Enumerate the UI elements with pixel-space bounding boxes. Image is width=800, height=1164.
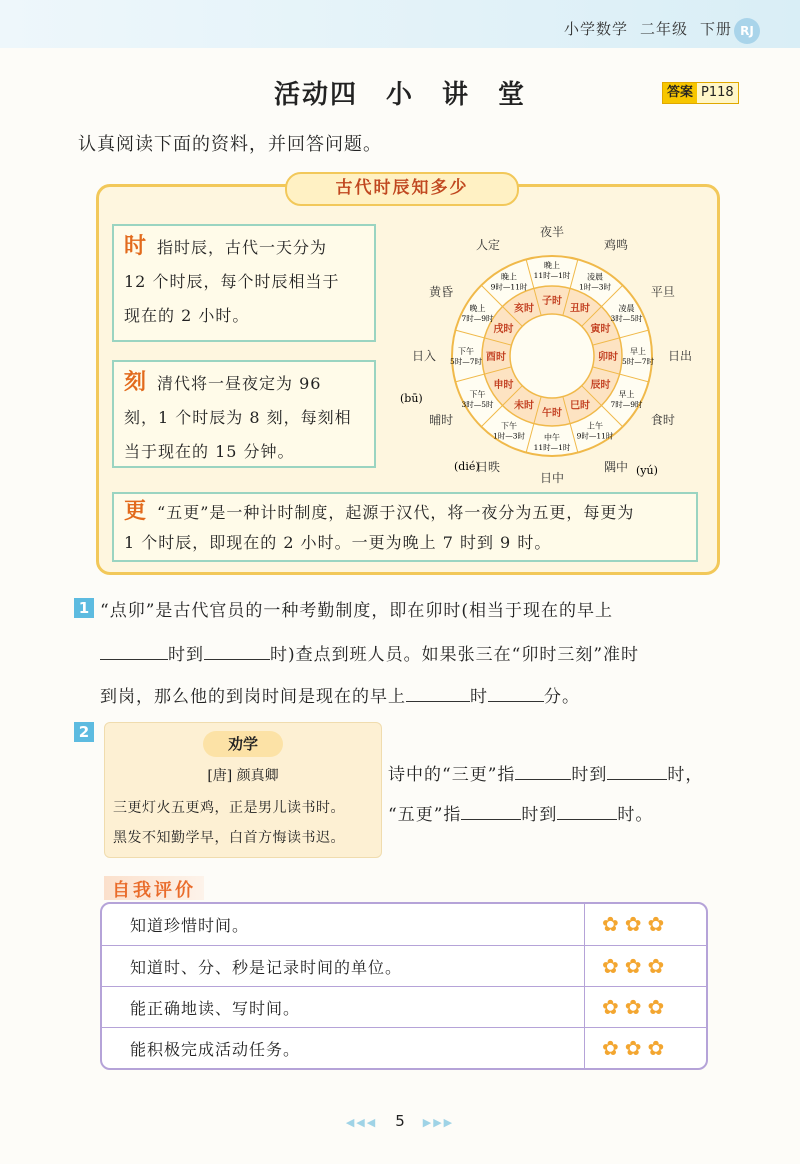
clock-time-name: 平旦 (650, 285, 675, 299)
clock-outer-time: 5时—7时 (449, 357, 483, 366)
clock-outer-time: 1时—3时 (578, 282, 612, 292)
poem-author: [唐] 颜真卿 (207, 768, 279, 784)
header-subject: 小学数学 (563, 20, 628, 38)
geng-text-1: “五更”是一种计时制度，起源于汉代，将一夜分为五更，每更为 (157, 503, 635, 522)
clock-outer-time: 1时—3时 (492, 431, 526, 441)
clock-center (510, 314, 594, 398)
clock-inner-label: 戌时 (493, 324, 514, 335)
clock-time-name: 人定 (475, 238, 501, 253)
evaluation-item: 知道时、分、秒是记录时间的单位。 (130, 958, 403, 977)
evaluation-item: 知道珍惜时间。 (130, 916, 250, 935)
clock-outer-label: 凌晨 (618, 304, 635, 313)
instruction: 认真阅读下面的资料，并回答问题。 (78, 134, 382, 155)
question-1-line-2 (100, 640, 639, 665)
answer-blank-5[interactable] (515, 761, 571, 780)
q1-text-d: 时 (470, 687, 488, 707)
clock-time-name: 鸡鸣 (603, 238, 629, 253)
clock-time-name: 夜半 (539, 225, 565, 239)
evaluation-table (100, 902, 708, 1070)
clock-outer-time: 9时—11时 (490, 282, 528, 292)
ke-text-3: 当于现在的 15 分钟。 (124, 442, 295, 461)
ke-text-2: 刻，1 个时辰为 8 刻，每刻相 (124, 408, 352, 427)
clock-outer-label: 早上 (618, 390, 635, 399)
table-divider (584, 904, 585, 1068)
question-2-number: 2 (74, 722, 94, 742)
question-1-line-1: “点卯”是古代官员的一种考勤制度，即在卯时(相当于现在的早上 (100, 601, 614, 621)
shi-char: 时 (124, 234, 148, 259)
clock-outer-time: 11时—1时 (533, 271, 571, 280)
evaluation-item: 能积极完成活动任务。 (130, 1040, 301, 1059)
flower-rating-icons[interactable]: ✿✿✿ (602, 954, 671, 978)
evaluation-row (102, 986, 706, 1027)
answer-blank-3[interactable] (406, 683, 470, 702)
q2-text-a: 诗中的“三更”指 (388, 765, 516, 785)
clock-inner-label: 未时 (514, 400, 534, 412)
clock-outer-label: 中午 (544, 433, 560, 442)
shi-text-1: 指时辰，古代一天分为 (157, 238, 328, 257)
clock-outer-time: 7时—9时 (461, 314, 494, 323)
clock-outer-time: 11时—1时 (533, 443, 571, 452)
shi-text-2: 12 个时辰，每个时辰相当于 (124, 272, 340, 291)
clock-time-name: 日中 (539, 471, 565, 485)
q1-text-b: 时)查点到班人员。如果张三在“卯时三刻”准时 (270, 645, 640, 665)
q1-text-c: 到岗，那么他的到岗时间是现在的早上 (100, 687, 406, 707)
clock-outer-label: 下午 (501, 421, 517, 431)
ke-text-1: 清代将一昼夜定为 96 (157, 374, 322, 393)
flower-rating-icons[interactable]: ✿✿✿ (602, 912, 671, 936)
evaluation-row (102, 945, 706, 986)
clock-outer-label: 下午 (458, 347, 474, 356)
answer-reference[interactable] (662, 82, 739, 104)
clock-outer-label: 上午 (587, 421, 603, 431)
q2-text-e: 时到 (521, 805, 558, 825)
page-number-bar (0, 1112, 800, 1130)
ke-box (112, 360, 376, 468)
next-arrows-icon: ▶▶▶ (422, 1116, 455, 1129)
header-subject-info (552, 18, 732, 39)
clock-inner-label: 申时 (493, 380, 514, 391)
q1-text-a: 时到 (168, 645, 204, 665)
shi-box (112, 224, 376, 342)
poem-line-2: 黑发不知勤学早，白首方悔读书迟。 (113, 830, 345, 846)
clock-outer-label: 下午 (469, 390, 486, 399)
clock-inner-label: 卯时 (598, 352, 618, 363)
clock-outer-time: 9时—11时 (576, 431, 614, 441)
answer-blank-2[interactable] (204, 641, 270, 660)
question-1-number: 1 (74, 598, 94, 618)
answer-blank-6[interactable] (607, 761, 667, 780)
answer-blank-1[interactable] (100, 641, 168, 660)
answer-blank-4[interactable] (488, 683, 544, 702)
question-1-line-3 (100, 682, 580, 707)
clock-outer-time: 7时—9时 (610, 400, 643, 409)
clock-pinyin-bu-label: (bū) (400, 392, 423, 405)
answer-blank-7[interactable] (461, 801, 521, 820)
clock-pinyin-yu: (yú) (636, 464, 658, 477)
clock-inner-label: 午时 (542, 408, 562, 419)
flower-rating-icons[interactable]: ✿✿✿ (602, 1036, 671, 1060)
clock-outer-label: 晚上 (501, 272, 517, 282)
question-2-line-2 (388, 800, 653, 825)
clock-outer-time: 3时—5时 (461, 400, 494, 409)
q1-text-e: 分。 (544, 687, 580, 707)
clock-inner-label: 寅时 (590, 324, 611, 335)
publisher-badge: RJ (734, 18, 760, 44)
geng-box (112, 492, 698, 562)
flower-rating-icons[interactable]: ✿✿✿ (602, 995, 671, 1019)
clock-outer-label: 晚上 (469, 304, 486, 313)
geng-char: 更 (124, 499, 148, 524)
clock-inner-label: 亥时 (514, 303, 534, 315)
ke-char: 刻 (124, 370, 148, 395)
geng-text-2: 1 个时辰，即现在的 2 小时。一更为晚上 7 时到 9 时。 (124, 533, 552, 552)
clock-time-name: 晡时 (429, 413, 454, 427)
evaluation-row (102, 1027, 706, 1068)
clock-outer-time: 3时—5时 (610, 314, 643, 323)
q2-text-c: 时， (667, 765, 704, 785)
evaluation-title: 自我评价 (104, 876, 204, 900)
header-volume: 下册 (699, 20, 732, 38)
clock-inner-label: 酉时 (486, 352, 506, 363)
clock-time-name: 食时 (650, 413, 675, 427)
poem-title: 劝学 (203, 731, 283, 757)
clock-time-name: 隅中 (603, 459, 629, 474)
answer-page: P118 (701, 85, 734, 100)
page-title: 活动四 小 讲 堂 (273, 80, 526, 110)
answer-label: 答案 (663, 83, 697, 103)
clock-time-name: 黄昏 (429, 285, 454, 299)
evaluation-row (102, 904, 706, 944)
q2-text-b: 时到 (571, 765, 608, 785)
q2-text-f: 时。 (617, 805, 654, 825)
clock-time-name: 日昳 (475, 459, 501, 474)
clock-inner-label: 丑时 (570, 303, 590, 315)
poem-line-1: 三更灯火五更鸡，正是男儿读书时。 (113, 800, 345, 816)
clock-inner-label: 巳时 (570, 400, 590, 412)
clock-pinyin-die: (dié) (454, 460, 480, 473)
shi-text-3: 现在的 2 小时。 (124, 306, 250, 325)
q2-text-d: “五更”指 (388, 805, 462, 825)
prev-arrows-icon: ◀◀◀ (345, 1116, 378, 1129)
clock-outer-time: 5时—7时 (621, 357, 655, 366)
clock-outer-label: 凌晨 (587, 272, 603, 282)
clock-outer-label: 早上 (630, 347, 646, 356)
clock-time-name: 日入 (411, 349, 437, 363)
clock-outer-label: 晚上 (544, 261, 560, 270)
clock-time-name: 日出 (667, 349, 693, 363)
evaluation-item: 能正确地读、写时间。 (130, 999, 301, 1018)
shichen-clock-diagram (392, 216, 712, 486)
poem-card (104, 722, 382, 858)
header-grade: 二年级 (639, 20, 688, 38)
page-number: 5 (395, 1112, 405, 1130)
panel-title: 古代时辰知多少 (285, 172, 519, 206)
clock-inner-label: 辰时 (590, 380, 611, 391)
question-2-line-1 (388, 760, 703, 785)
clock-inner-label: 子时 (542, 296, 562, 307)
answer-blank-8[interactable] (557, 801, 617, 820)
